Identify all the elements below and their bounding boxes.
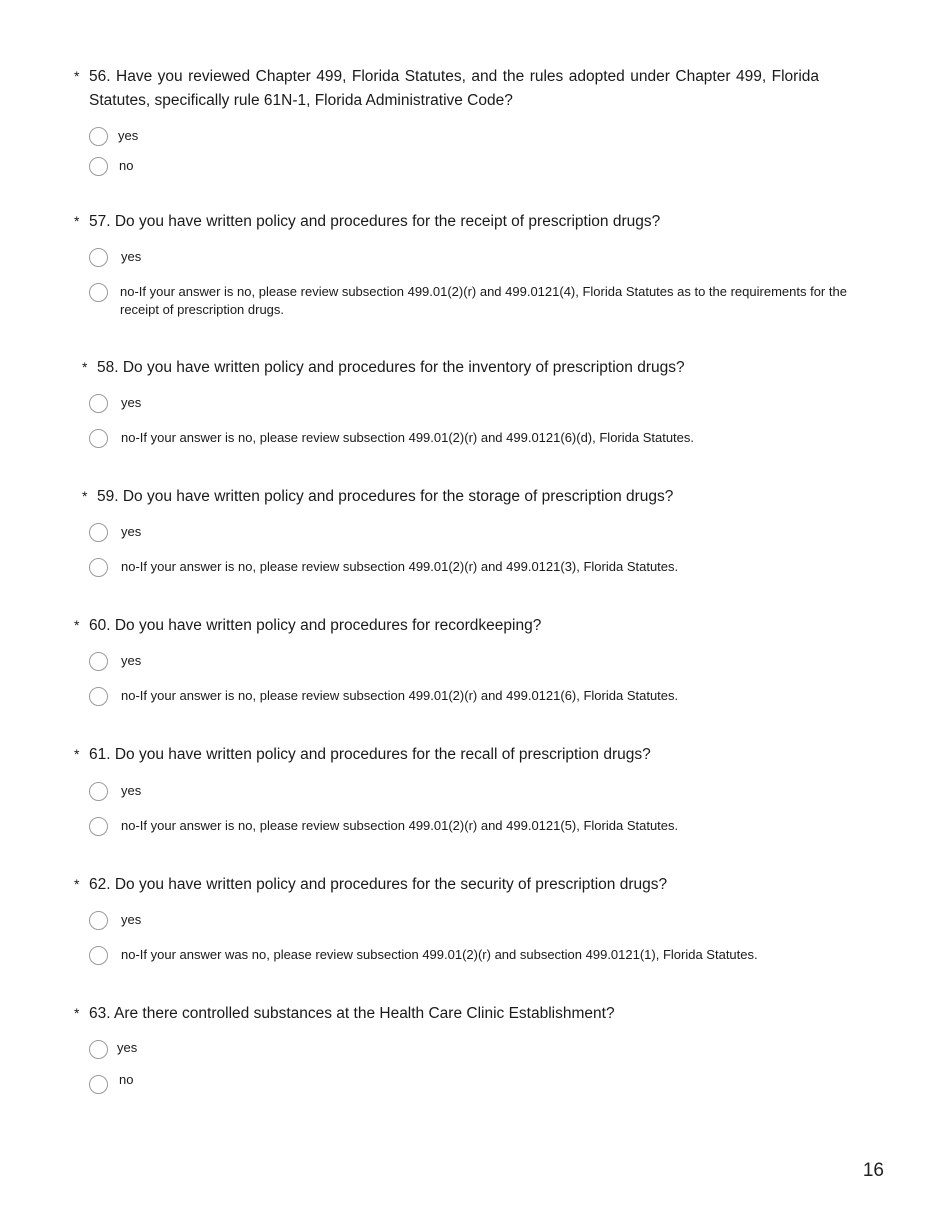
radio-button[interactable] [89, 652, 108, 671]
radio-button[interactable] [89, 523, 108, 542]
radio-button[interactable] [89, 911, 108, 930]
radio-button[interactable] [89, 1075, 108, 1094]
radio-button[interactable] [89, 429, 108, 448]
radio-button[interactable] [89, 782, 108, 801]
option-label: no-If your answer is no, please review subsection 499.01(2)(r) and 499.0121(5), Florida Statutes. [121, 818, 679, 833]
option-label: yes [121, 653, 142, 668]
required-marker: * [74, 876, 80, 892]
option-label: yes [121, 783, 142, 798]
radio-button[interactable] [89, 283, 108, 302]
option-label: no [119, 1072, 134, 1087]
required-marker: * [74, 1005, 80, 1021]
radio-button[interactable] [89, 687, 108, 706]
radio-button[interactable] [89, 157, 108, 176]
radio-button[interactable] [89, 127, 108, 146]
option-label: yes [121, 395, 142, 410]
page-number: 16 [862, 1160, 884, 1181]
radio-button[interactable] [89, 946, 108, 965]
option-label: no-If your answer was no, please review subsection 499.01(2)(r) and subsection 499.0121(1), Florida Statutes. [121, 947, 758, 962]
option-label: yes [117, 1040, 138, 1055]
option-label: no [119, 158, 134, 173]
question-text: 58. Do you have written policy and procedures for the inventory of prescription drugs? [97, 359, 685, 376]
question-text: 63. Are there controlled substances at the Health Care Clinic Establishment? [89, 1005, 615, 1022]
radio-button[interactable] [89, 248, 108, 267]
option-label: yes [121, 249, 142, 264]
question-text: 57. Do you have written policy and procedures for the receipt of prescription drugs? [89, 213, 661, 230]
required-marker: * [74, 746, 80, 762]
option-label: yes [118, 128, 139, 143]
option-label: no-If your answer is no, please review subsection 499.01(2)(r) and 499.0121(4), Florida Statutes as to the requirements for the receipt of prescription drugs. [120, 284, 847, 317]
option-label: yes [121, 524, 142, 539]
question-text: 61. Do you have written policy and procedures for the recall of prescription drugs? [89, 746, 651, 763]
option-label: yes [121, 912, 142, 927]
radio-button[interactable] [89, 817, 108, 836]
radio-button[interactable] [89, 1040, 108, 1059]
radio-button[interactable] [89, 394, 108, 413]
required-marker: * [74, 617, 80, 633]
option-label: no-If your answer is no, please review subsection 499.01(2)(r) and 499.0121(6)(d), Florida Statutes. [121, 430, 695, 445]
question-text: 59. Do you have written policy and procedures for the storage of prescription drugs? [97, 488, 674, 505]
required-marker: * [74, 213, 80, 229]
question-text: 60. Do you have written policy and procedures for recordkeeping? [89, 617, 542, 634]
option-label: no-If your answer is no, please review subsection 499.01(2)(r) and 499.0121(3), Florida Statutes. [121, 559, 679, 574]
radio-button[interactable] [89, 558, 108, 577]
option-label: no-If your answer is no, please review subsection 499.01(2)(r) and 499.0121(6), Florida Statutes. [121, 688, 679, 703]
required-marker: * [82, 359, 88, 375]
required-marker: * [74, 68, 80, 84]
required-marker: * [82, 488, 88, 504]
question-text: 56. Have you reviewed Chapter 499, Florida Statutes, and the rules adopted under Chapter 499, Florida Statutes, specifically rule 61N-1, Florida Administrative Code? [89, 68, 819, 109]
question-text: 62. Do you have written policy and procedures for the security of prescription drugs? [89, 876, 668, 893]
